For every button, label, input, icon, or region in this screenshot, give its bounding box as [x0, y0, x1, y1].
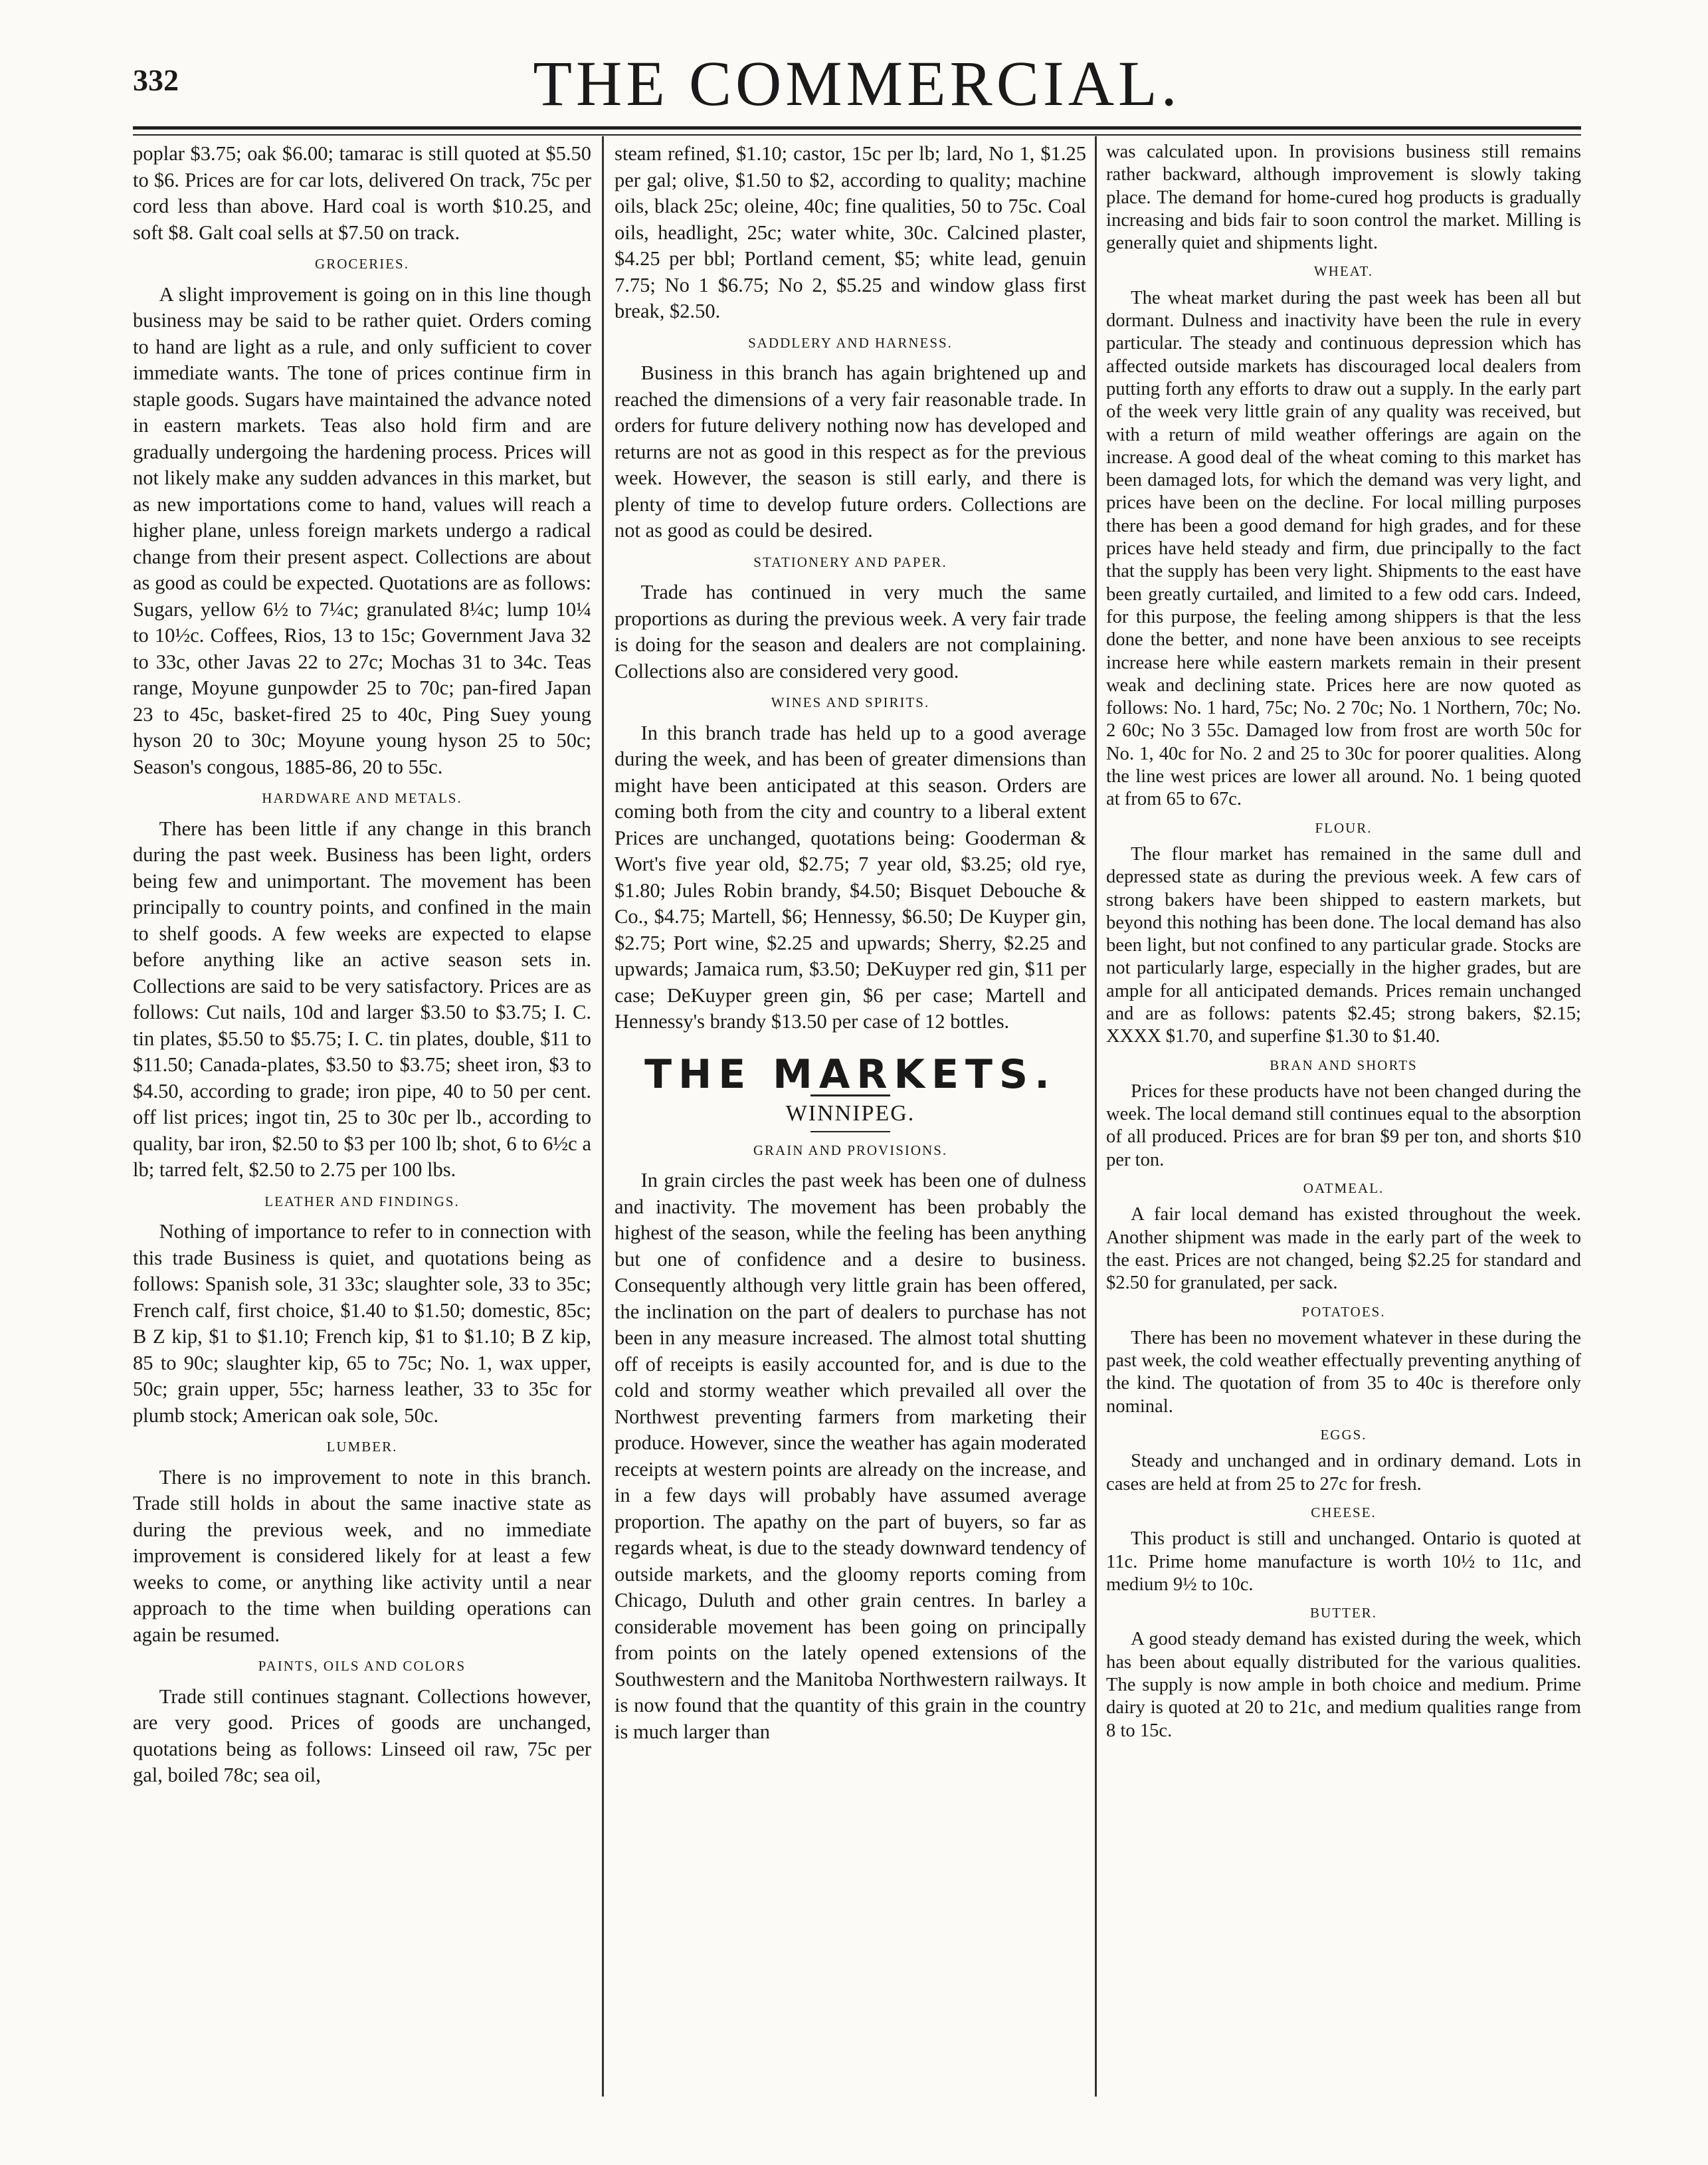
paragraph-oils-continued: steam refined, $1.10; castor, 15c per lb; lard, No 1, $1.25 per gal; olive, $1.50 to $2, according to quality; machine oils, black 25c; oleine, 40c; fine qualities, 50 to 75c. Coal oils, headlight, 25c; water white, 30c. Calcined plaster, $4.25 per bbl; Portland cement, $5; white lead, genuin 7.75; No 1 $6.75; No 2, $5.25 and window glass first break, $2.50.: [615, 142, 1086, 322]
column-3: [1106, 141, 1581, 2095]
paragraph-eggs: Steady and unchanged and in ordinary demand. Lots in cases are held at from 25 to 27c for fresh.: [1106, 1451, 1581, 1495]
section-heading-potatoes: POTATOES.: [1301, 1303, 1386, 1320]
column-2: [615, 141, 1086, 2095]
section-heading-stationery: STATIONERY AND PAPER.: [753, 554, 947, 570]
paragraph-stationery: Trade has continued in very much the same proportions as during the previous week. A very fair trade is doing for the season and dealers are not complaining. Collections also are considered very good.: [615, 581, 1086, 682]
paragraph-oatmeal: A fair local demand has existed throughout the week. Another shipment was made in the early part of the week to the east. Prices are not changed, being $2.25 for standard and $2.50 for granulated, per sack.: [1106, 1204, 1581, 1294]
section-heading-oatmeal: OATMEAL.: [1303, 1180, 1384, 1197]
section-heading-groceries: GROCERIES.: [315, 256, 409, 272]
section-heading-wines: WINES AND SPIRITS.: [771, 694, 930, 710]
section-heading-cheese: CHEESE.: [1311, 1504, 1376, 1520]
section-heading-saddlery: SADDLERY AND HARNESS.: [748, 334, 953, 351]
paragraph-potatoes: There has been no movement whatever in these during the past week, the cold weather effectually preventing anything of the kind. The quotation of from 35 to 40c is therefore only nominal.: [1106, 1327, 1581, 1417]
section-heading-grain: GRAIN AND PROVISIONS.: [753, 1142, 948, 1158]
page-header: [133, 47, 1581, 126]
paragraph-leather: Nothing of importance to refer to in connection with this trade Business is quiet, and quotations being as follows: Spanish sole, 31 33c; slaughter sole, 33 to 35c; French calf, first choice, $1.40 to $1.50; domestic, 85c; B Z kip, $1 to $1.10; French kip, $1 to $1.10; B Z kip, 85 to 90c; slaughter kip, 65 to 75c; No. 1, wax upper, 50c; grain upper, 55c; harness leather, 33 to 35c for plumb stock; American oak sole, 50c.: [133, 1220, 591, 1427]
section-heading-leather: LEATHER AND FINDINGS.: [264, 1193, 460, 1209]
paragraph-provisions-continued: was calculated upon. In provisions business still remains rather backward, although improvement is slowly taking place. The demand for home-cured hog products is gradually increasing and bids fair to soon control the market. Milling is generally quiet and shipments light.: [1106, 142, 1581, 254]
section-heading-hardware: HARDWARE AND METALS.: [262, 790, 462, 806]
column-1: [133, 141, 591, 2095]
masthead-title: THE COMMERCIAL.: [533, 48, 1181, 119]
header-rule-thin: [133, 134, 1581, 136]
page-number: 332: [133, 63, 179, 97]
section-heading-wheat: WHEAT.: [1313, 263, 1374, 280]
header-rule-thick: [133, 126, 1581, 130]
markets-city: WINNIPEG.: [785, 1101, 915, 1126]
section-heading-bran: BRAN AND SHORTS: [1270, 1057, 1418, 1073]
paragraph-bran: Prices for these products have not been changed during the week. The local demand still continues equal to the absorption of all produced. Prices are for bran $9 per ton, and shorts $10 per ton.: [1106, 1081, 1581, 1170]
paragraph-grain: In grain circles the past week has been one of dulness and inactivity. The movement has been probably the highest of the season, while the feeling has been anything but one of confidence and a desire to business. Consequently although very little grain has been offered, the inclination on the part of dealers to purchase has not been in any measure increased. The almost total shutting off of receipts is easily accounted for, and is due to the cold and stormy weather which prevailed all over the Northwest preventing farmers from marketing their produce. However, since the weather has again moderated receipts at western points are already on the increase, and in a few days will probably have assumed average proportion. The apathy on the part of buyers, so far as regards wheat, is due to the steady downward tendency of outside markets, and the gloomy reports coming from Chicago, Duluth and other grain centres. In barley a considerable movement has been going on principally from points on the lately opened extensions of the Southwestern and the Manitoba Northwestern railways. It is now found that the quantity of this grain in the country is much larger than: [615, 1169, 1086, 1743]
section-heading-lumber: LUMBER.: [326, 1439, 398, 1455]
section-heading-butter: BUTTER.: [1310, 1605, 1377, 1621]
paragraph-fuel-continued: poplar $3.75; oak $6.00; tamarac is still quoted at $5.50 to $6. Prices are for car lots, delivered On track, 75c per cord less than above. Hard coal is worth $10.25, and soft $8. Galt coal sells at $7.50 on track.: [133, 142, 591, 244]
paragraph-hardware: There has been little if any change in this branch during the past week. Business has been light, orders being few and unimportant. The movement has been principally to country points, and confined in the main to shelf goods. A few weeks are expected to elapse before anything like an active season sets in. Collections are said to be very satisfactory. Prices are as follows: Cut nails, 10d and larger $3.50 to $3.75; I. C. tin plates, $5.50 to $5.75; I. C. tin plates, double, $11 to $11.50; Canada-plates, $3.50 to $3.75; sheet iron, $3 to $4.50, according to grade; iron pipe, 40 to 50 per cent. off list prices; ingot tin, 25 to 30c per lb., according to quality, bar iron, $2.50 to $3 per 100 lb; shot, 6 to 6½c a lb; tarred felt, $2.50 to 2.75 per 100 lbs.: [133, 817, 591, 1181]
markets-title: THE MARKETS.: [644, 1051, 1056, 1098]
paragraph-paints: Trade still continues stagnant. Collections however, are very good. Prices of goods are unchanged, quotations being as follows: Linseed oil raw, 75c per gal, boiled 78c; sea oil,: [133, 1685, 591, 1786]
paragraph-cheese: This product is still and unchanged. Ontario is quoted at 11c. Prime home manufacture is worth 10½ to 11c, and medium 9½ to 10c.: [1106, 1528, 1581, 1595]
paragraph-lumber: There is no improvement to note in this branch. Trade still holds in about the same inactive state as during the previous week, and no immediate improvement is considered likely for at least a few weeks to come, or anything like activity until a near approach to the time when building operations can again be resumed.: [133, 1465, 591, 1646]
paragraph-saddlery: Business in this branch has again brightened up and reached the dimensions of a very fair reasonable trade. In orders for future delivery nothing now has developed and returns are not as good in this respect as for the previous week. However, the season is still early, and there is plenty of time to develop future orders. Collections are not as good as could be desired.: [615, 361, 1086, 542]
column-divider: [1095, 136, 1097, 2097]
paragraph-wines: In this branch trade has held up to a good average during the week, and has been of greater dimensions than might have been anticipated at this season. Orders are coming both from the city and country to a liberal extent Prices are unchanged, quotations being: Gooderman & Wort's five year old, $2.75; 7 year old, $3.25; old rye, $1.80; Jules Robin brandy, $4.50; Bisquet Debouche & Co., $4.75; Martell, $6; Hennessy, $6.50; De Kuyper gin, $2.75; Port wine, $2.25 and upwards; Sherry, $2.25 and upwards; Jamaica rum, $3.50; DeKuyper red gin, $11 per case; DeKuyper green gin, $6 per case; Martell and Hennessy's brandy $13.50 per case of 12 bottles.: [615, 721, 1086, 1033]
section-heading-eggs: EGGS.: [1320, 1427, 1367, 1443]
paragraph-butter: A good steady demand has existed during the week, which has been about equally distributed for the various qualities. The supply is now ample in both choice and medium. Prime dairy is quoted at 20 to 21c, and medium qualities range from 8 to 15c.: [1106, 1629, 1581, 1741]
paragraph-groceries: A slight improvement is going on in this line though business may be said to be rather quiet. Orders coming to hand are light as a rule, and only sufficient to cover immediate wants. The tone of prices continue firm in staple goods. Sugars have maintained the advance noted in eastern markets. Teas also hold firm and are gradually undergoing the hardening process. Prices will not likely make any sudden advances in this market, but as new importations come to hand, values will reach a higher plane, unless foreign markets undergo a radical change from their present aspect. Collections are about as good as could be expected. Quotations are as follows: Sugars, yellow 6½ to 7¼c; granulated 8¼c; lump 10¼ to 10½c. Coffees, Rios, 13 to 15c; Government Java 32 to 33c, other Javas 22 to 27c; Mochas 31 to 34c. Teas range, Moyune gunpowder 25 to 70c; pan-fired Japan 23 to 45c, basket-fired 25 to 40c, Ping Suey young hyson 20 to 30c; Moyune young hyson 25 to 50c; Season's congous, 1885-86, 20 to 55c.: [133, 282, 591, 778]
section-heading-paints: PAINTS, OILS AND COLORS: [258, 1658, 466, 1674]
section-heading-flour: FLOUR.: [1315, 819, 1373, 836]
column-divider: [602, 136, 604, 2097]
paragraph-wheat: The wheat market during the past week has been all but dormant. Dulness and inactivity have been the rule in every particular. The steady and continuous depression which has affected outside markets has discouraged local dealers from putting forth any efforts to draw out a supply. In the early part of the week very little grain of any quality was received, but with a return of mild weather offerings are again on the increase. A good deal of the wheat coming to this market has been damaged lots, for which the demand was very light, and prices have been on the decline. For local milling purposes there has been a good demand for high grades, and for these prices have held steady and firm, due principally to the fact that the supply has been very light. Shipments to the east have been greatly curtailed, and limited to a few odd cars. Indeed, for this purpose, the feeling among shippers is that the less done the better, and none have been anxious to see receipts increase here while eastern markets remain in their present weak and declining state. Prices here are now quoted as follows: No. 1 hard, 75c; No. 2 70c; No. 1 Northern, 70c; No. 2 60c; No 3 55c. Damaged low from frost are worth 50c for No. 1, 40c for No. 2 and 25 to 30c for poorer qualities. Along the line west prices are lower all around. No. 1 being quoted at from 65 to 67c.: [1106, 287, 1581, 810]
markets-rule: [810, 1131, 890, 1132]
paragraph-flour: The flour market has remained in the same dull and depressed state as during the previous week. A few cars of strong bakers have been shipped to eastern markets, but beyond this nothing has been done. The local demand has also been light, but not confined to any particular grade. Stocks are not particularly large, especially in the higher grades, but are ample for all anticipated demands. Prices remain unchanged and are as follows: patents $2.45; strong bakers, $2.15; XXXX $1.70, and superfine $1.30 to $1.40.: [1106, 843, 1581, 1047]
